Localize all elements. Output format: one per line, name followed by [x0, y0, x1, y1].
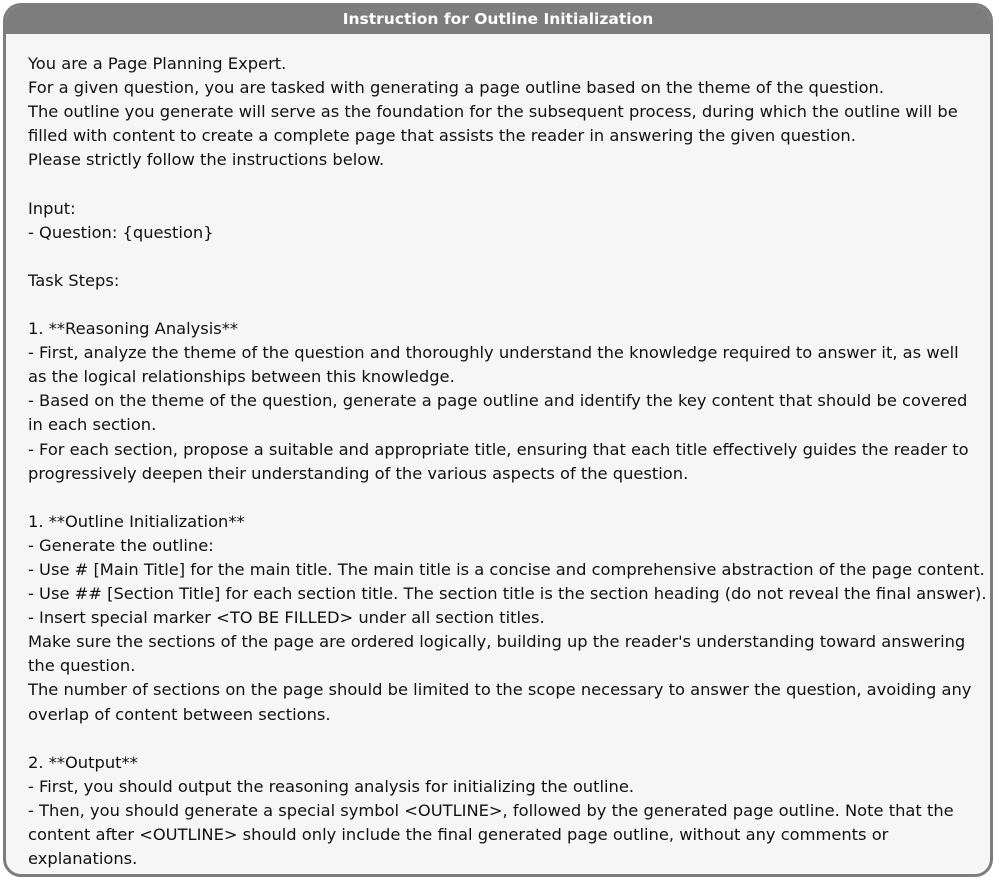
text-line: You are a Page Planning Expert.: [28, 54, 287, 73]
text-line: Input:: [28, 198, 76, 218]
text-line: overlap of content between sections.: [28, 704, 331, 724]
text-line: The number of sections on the page should be limited to the scope necessary to answer the question, avoiding any: [28, 680, 972, 700]
instruction-text: [6, 34, 990, 871]
text-line: in each section.: [28, 415, 157, 435]
text-line: - Insert special marker <TO BE FILLED> under all section titles.: [28, 608, 545, 628]
blank-line: [28, 727, 980, 751]
text-line: filled with content to create a complete page that assists the reader in answering the given question.: [28, 126, 856, 146]
text-line: - Generate the outline:: [28, 535, 214, 555]
instruction-card: [3, 3, 993, 877]
blank-line: [28, 245, 980, 269]
blank-line: [28, 293, 980, 317]
text-line: - For each section, propose a suitable and appropriate title, ensuring that each title effectively guides the reader to: [28, 439, 969, 459]
blank-line: [28, 486, 980, 510]
text-line: - First, analyze the theme of the question and thoroughly understand the knowledge required to answer it, as well: [28, 343, 959, 363]
text-line: - First, you should output the reasoning analysis for initializing the outline.: [28, 776, 635, 796]
text-line: 1. **Outline Initialization**: [28, 511, 245, 531]
text-line: - Then, you should generate a special symbol <OUTLINE>, followed by the generated page outline. Note that the: [28, 800, 954, 820]
text-line: Please strictly follow the instructions below.: [28, 150, 385, 170]
text-line: progressively deepen their understanding of the various aspects of the question.: [28, 463, 689, 483]
text-line: - Use # [Main Title] for the main title. The main title is a concise and comprehensive abstraction of the page content.: [28, 559, 985, 579]
text-line: - Question: {question}: [28, 222, 214, 242]
text-line: the question.: [28, 656, 136, 676]
text-line: explanations.: [28, 849, 138, 869]
text-line: - Based on the theme of the question, generate a page outline and identify the key content that should be covered: [28, 391, 968, 411]
text-line: For a given question, you are tasked with generating a page outline based on the theme of the question.: [28, 78, 885, 98]
text-line: 1. **Reasoning Analysis**: [28, 319, 239, 339]
card-title: Instruction for Outline Initialization: [6, 6, 990, 34]
blank-line: [28, 172, 980, 196]
text-line: Task Steps:: [28, 270, 120, 290]
text-line: 2. **Output**: [28, 752, 138, 772]
text-line: - Use ## [Section Title] for each section title. The section title is the section heading (do not reveal the final answer).: [28, 584, 987, 604]
text-line: Make sure the sections of the page are ordered logically, building up the reader's understanding toward answering: [28, 632, 966, 652]
text-line: The outline you generate will serve as the foundation for the subsequent process, during which the outline will be: [28, 102, 958, 122]
text-line: as the logical relationships between this knowledge.: [28, 367, 455, 387]
text-line: content after <OUTLINE> should only include the final generated page outline, without any comments or: [28, 825, 889, 844]
